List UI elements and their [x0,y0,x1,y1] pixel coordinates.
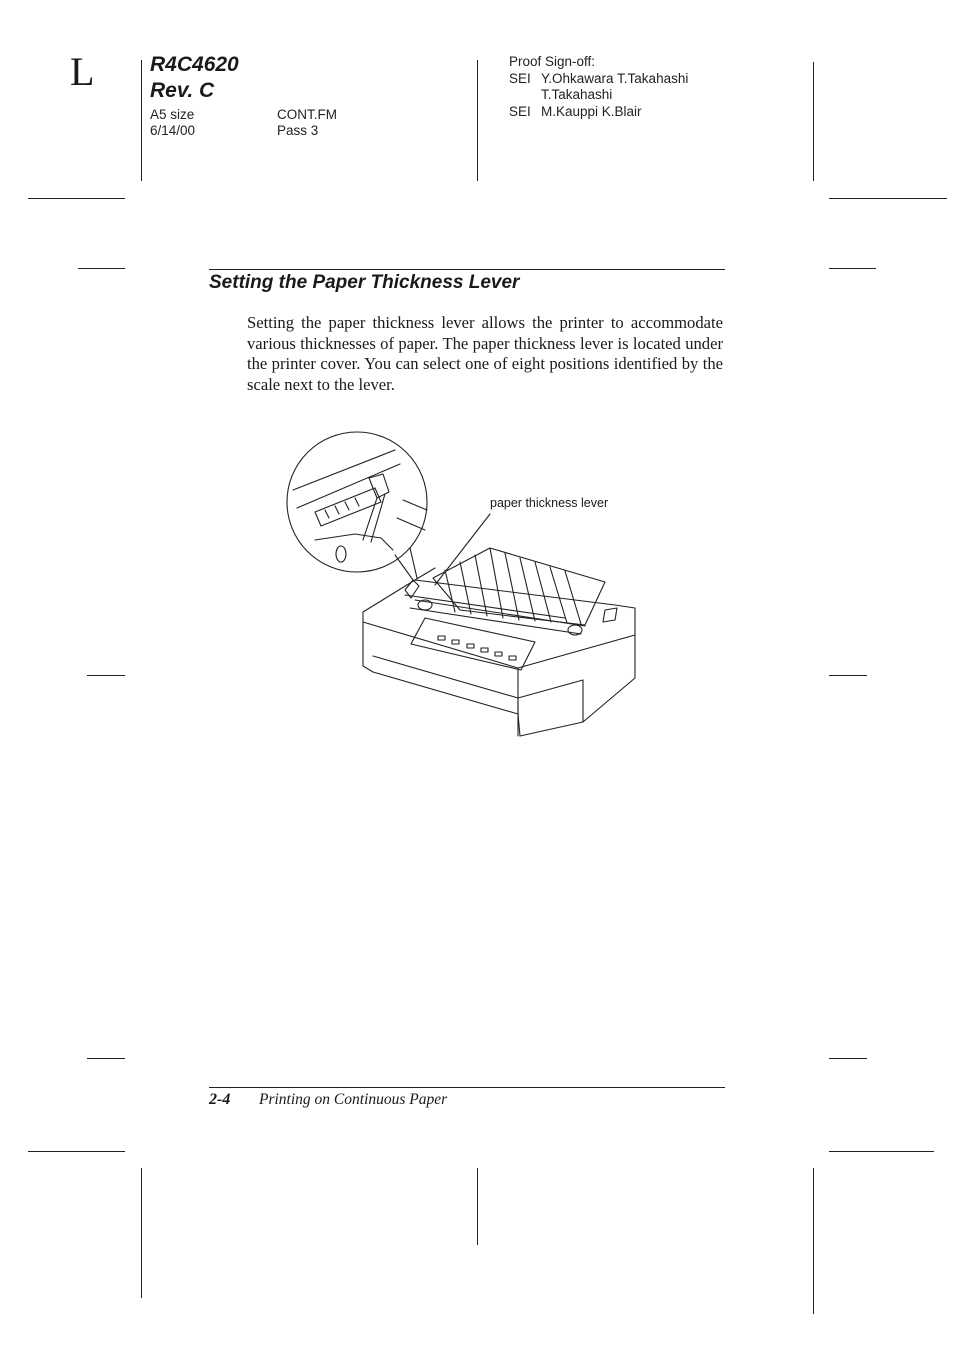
crop-mark [477,1168,478,1245]
model-number: R4C4620 [150,53,239,76]
crop-mark [87,675,125,676]
section-title: Setting the Paper Thickness Lever [209,272,520,293]
crop-mark [477,60,478,181]
pass-label: Pass 3 [277,123,319,138]
body-paragraph: Setting the paper thickness lever allows the printer to accommodate various thicknesses of paper. The paper thickness lever is located under the printer cover. You can select one of eight positions identified by the scale next to the lever. [247,313,723,394]
page-number: 2-4 [209,1091,231,1108]
proof-names: T.Takahashi [541,87,613,102]
paper-guide [433,548,605,625]
date-label: 6/14/00 [150,123,196,138]
proof-code: SEI [509,104,531,119]
section-rule [209,269,725,270]
printer-body [363,580,635,736]
proof-code: SEI [509,71,531,86]
revision-label: Rev. C [150,79,215,102]
file-name-label: CONT.FM [277,107,337,122]
proof-signoff-title: Proof Sign-off: [509,54,596,69]
proof-names: Y.Ohkawara T.Takahashi [541,71,689,86]
footer-rule [209,1087,725,1088]
crop-mark [829,268,876,269]
callout-label: paper thickness lever [490,496,609,510]
crop-mark [829,1151,934,1152]
page-side-letter: L [70,49,95,94]
crop-mark [87,1058,125,1059]
chapter-title: Printing on Continuous Paper [259,1091,448,1108]
crop-mark [829,675,867,676]
crop-mark [141,60,142,181]
page-size-label: A5 size [150,107,195,122]
crop-mark [829,198,947,199]
crop-mark [141,1168,142,1298]
crop-mark [829,1058,867,1059]
proof-names: M.Kauppi K.Blair [541,104,642,119]
crop-mark [78,268,125,269]
crop-mark [813,1168,814,1314]
crop-mark [28,198,125,199]
crop-mark [813,62,814,181]
crop-mark [28,1151,125,1152]
lever-detail [369,474,389,498]
printer-illustration [285,430,645,745]
